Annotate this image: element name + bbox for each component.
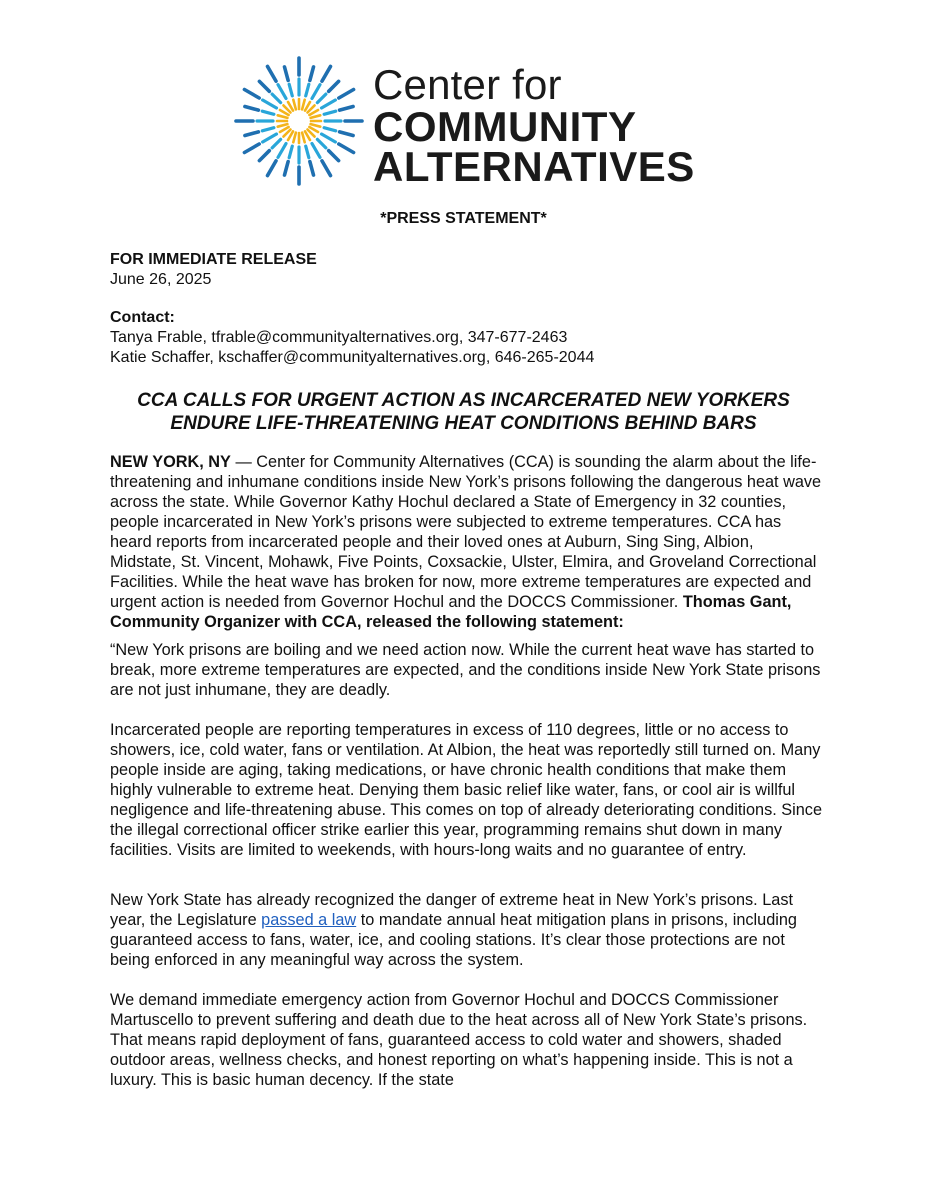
release-label: FOR IMMEDIATE RELEASE xyxy=(110,251,317,268)
statement-lead: Thomas Gant, Community Organizer with CCA, released the following statement: xyxy=(110,593,792,631)
logo-line-alternatives: ALTERNATIVES xyxy=(373,143,695,190)
paragraph-2: Incarcerated people are reporting temperatures in excess of 110 degrees, little or no access to showers, ice, cold water, fans or ventilation. At Albion, the heat was reportedly still turned on. Many people inside are aging, taking medications, or have chronic health conditions that make them highly vulnerable to extreme heat. Denying them basic relief like water, fans, or cool air is willful negligence and life-threatening abuse. This comes on top of already deteriorating conditions. Since the illegal correctional officer strike earlier this year, programming remains shut down in many facilities. Visits are limited to weekends, with hours-long waits and no guarantee of entry. xyxy=(110,721,823,859)
contact-block xyxy=(110,308,830,368)
dateline: NEW YORK, NY xyxy=(110,453,231,471)
paragraph-3-before: New York State has already recognized the danger of extreme heat in New York’s prisons. Last year, the Legislature xyxy=(110,891,794,929)
logo-line-community: COMMUNITY xyxy=(373,103,637,150)
intro-paragraph xyxy=(110,452,822,632)
headline-line-1: CCA CALLS FOR URGENT ACTION AS INCARCERATED NEW YORKERS xyxy=(137,390,790,411)
paragraph-3-after: to mandate annual heat mitigation plans in prisons, including guaranteed access to fans, water, ice, and cooling stations. It’s clear those protections are not being enforced in any meaningful way across the system. xyxy=(110,911,797,969)
logo-wordmark xyxy=(373,61,695,190)
logo-line-center-for: Center for xyxy=(373,61,562,108)
release-date: June 26, 2025 xyxy=(110,271,212,288)
passed-a-law-link[interactable]: passed a law xyxy=(261,911,357,929)
press-statement-label: *PRESS STATEMENT* xyxy=(380,210,547,227)
paragraph-3 xyxy=(110,890,822,970)
contact-line-2: Katie Schaffer, kschaffer@communityalternatives.org, 646-265-2044 xyxy=(110,349,595,366)
release-block xyxy=(110,250,830,290)
sunburst-icon xyxy=(234,55,364,187)
headline-line-2: ENDURE LIFE-THREATENING HEAT CONDITIONS BEHIND BARS xyxy=(170,413,757,434)
headline xyxy=(0,389,927,435)
paragraph-4: We demand immediate emergency action from Governor Hochul and DOCCS Commissioner Martuscello to prevent suffering and death due to the heat across all of New York State’s prisons. That means rapid deployment of fans, guaranteed access to cold water and showers, shaded outdoor areas, wellness checks, and honest reporting on what’s happening inside. This is not a luxury. This is basic human decency. If the state xyxy=(110,991,808,1089)
contact-label: Contact: xyxy=(110,309,175,326)
cca-logo xyxy=(234,55,714,190)
intro-text: — Center for Community Alternatives (CCA) is sounding the alarm about the life-threatening and inhumane conditions inside New York’s prisons following the dangerous heat wave across the state. While Governor Kathy Hochul declared a State of Emergency in 32 counties, people incarcerated in New York’s prisons were subjected to extreme temperatures. CCA has heard reports from incarcerated people and their loved ones at Auburn, Sing Sing, Albion, Midstate, St. Vincent, Mohawk, Five Points, Coxsackie, Ulster, Elmira, and Groveland Correctional Facilities. While the heat wave has broken for now, more extreme temperatures are expected and urgent action is needed from Governor Hochul and the DOCCS Commissioner. xyxy=(110,453,822,611)
paragraph-1: “New York prisons are boiling and we need action now. While the current heat wave has started to break, more extreme temperatures are expected, and the conditions inside New York State prisons are not just inhumane, they are deadly. xyxy=(110,641,821,699)
contact-line-1: Tanya Frable, tfrable@communityalternatives.org, 347-677-2463 xyxy=(110,329,568,346)
